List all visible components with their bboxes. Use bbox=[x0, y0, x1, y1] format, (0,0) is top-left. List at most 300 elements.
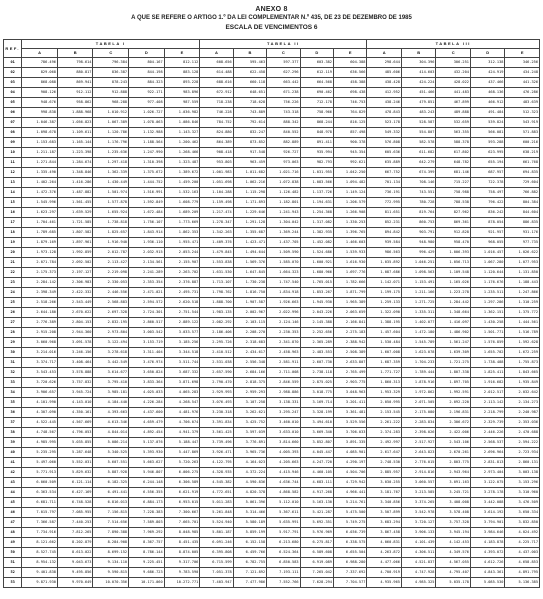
column-header-row bbox=[4, 49, 540, 58]
salary-cell: 1.126.482 bbox=[267, 188, 300, 198]
salary-cell: 491.484 bbox=[470, 108, 505, 118]
salary-cell: 2.153.545 bbox=[367, 408, 402, 418]
salary-cell: 796.422 bbox=[470, 198, 505, 208]
salary-cell: 5.235.295 bbox=[22, 448, 58, 458]
salary-cell: 766.882 bbox=[505, 188, 540, 198]
table-row bbox=[4, 278, 540, 288]
salary-cell: 4.747.928 bbox=[401, 568, 436, 578]
salary-cell: 4.796.053 bbox=[57, 428, 93, 438]
salary-cell: 9.970.649 bbox=[57, 578, 93, 588]
salary-cell: 2.765.499 bbox=[333, 368, 366, 378]
salary-cell: 816.125 bbox=[333, 118, 366, 128]
salary-cell: 9.225.451 bbox=[129, 558, 165, 568]
salary-cell: 2.543.106 bbox=[436, 438, 471, 448]
salary-cell: 1.083.566 bbox=[300, 178, 333, 188]
salary-cell: 1.545.996 bbox=[22, 198, 58, 208]
salary-cell: 718.238 bbox=[200, 98, 233, 108]
salary-cell: 1.798.762 bbox=[200, 288, 233, 298]
salary-cell: 1.687.359 bbox=[367, 358, 402, 368]
salary-cell: 1.297.418 bbox=[93, 158, 129, 168]
salary-cell: 8.048.985 bbox=[164, 528, 200, 538]
document-title: A QUE SE REFERE O ARTIGO 1.º DA LEI COMPLEMENTAR N.º 435, DE 23 DE DEZEMBRO DE 1985 bbox=[131, 15, 412, 21]
salary-cell: 1.713.107 bbox=[200, 278, 233, 288]
salary-cell: 4.891.795 bbox=[505, 568, 540, 578]
salary-cell: 1.153.683 bbox=[22, 138, 58, 148]
salary-cell: 1.459.200 bbox=[164, 178, 200, 188]
salary-cell: 1.704.461 bbox=[22, 218, 58, 228]
salary-cell: 1.664.323 bbox=[267, 268, 300, 278]
salary-cell: 3.295.247 bbox=[267, 408, 300, 418]
table-row bbox=[4, 568, 540, 578]
salary-cell: 2.903.775 bbox=[333, 378, 366, 388]
salary-cell: 549.332 bbox=[367, 128, 402, 138]
salary-cell: 968.055 bbox=[470, 238, 505, 248]
salary-cell: 4.164.023 bbox=[233, 458, 266, 468]
salary-cell: 664.568 bbox=[300, 78, 333, 88]
salary-cell: 563.355 bbox=[436, 128, 471, 138]
salary-cell: 8.284.908 bbox=[93, 538, 129, 548]
salary-cell: 1.871.799 bbox=[333, 288, 366, 298]
salary-cell: 7.665.701 bbox=[164, 518, 200, 528]
table-row bbox=[4, 158, 540, 168]
salary-cell: 1.402.264 bbox=[22, 178, 58, 188]
table-row bbox=[4, 388, 540, 398]
salary-cell: 414.603 bbox=[401, 68, 436, 78]
salary-cell: 5.497.060 bbox=[22, 458, 58, 468]
salary-cell: 6.395.808 bbox=[200, 548, 233, 558]
salary-cell: 478.843 bbox=[367, 108, 402, 118]
salary-cell: 4.612.726 bbox=[470, 558, 505, 568]
ref-cell: 38 bbox=[4, 428, 22, 438]
salary-cell: 346.256 bbox=[505, 58, 540, 68]
salary-cell: 10.070.356 bbox=[93, 578, 129, 588]
salary-cell: 1.031.955 bbox=[300, 168, 333, 178]
salary-cell: 3.340.856 bbox=[367, 498, 402, 508]
salary-cell: 824.880 bbox=[200, 128, 233, 138]
salary-cell: 2.155.907 bbox=[164, 258, 200, 268]
salary-cell: 4.567.055 bbox=[436, 558, 471, 568]
salary-cell: 1.335.490 bbox=[22, 168, 58, 178]
ref-cell: 51 bbox=[4, 558, 22, 568]
ref-cell: 29 bbox=[4, 338, 22, 348]
salary-cell: 7.628.294 bbox=[300, 578, 333, 588]
salary-cell: 5.749.275 bbox=[333, 518, 366, 528]
salary-cell: 4.683.111 bbox=[300, 478, 333, 488]
salary-cell: 7.085.955 bbox=[57, 508, 93, 518]
column-header: A bbox=[367, 49, 402, 58]
salary-cell: 6.919.089 bbox=[300, 558, 333, 568]
salary-cell: 2.832.195 bbox=[93, 318, 129, 328]
salary-cell: 4.306.511 bbox=[401, 548, 436, 558]
salary-cell: 2.915.208 bbox=[22, 328, 58, 338]
salary-cell: 4.247.720 bbox=[300, 458, 333, 468]
salary-cell: 3.965.736 bbox=[233, 448, 266, 458]
salary-cell: 1.317.082 bbox=[300, 218, 333, 228]
salary-cell: 3.578.888 bbox=[57, 368, 93, 378]
salary-cell: 1.509.590 bbox=[267, 248, 300, 258]
ref-cell: 36 bbox=[4, 408, 22, 418]
salary-cell: 3.374.717 bbox=[22, 358, 58, 368]
salary-cell: 827.962 bbox=[436, 208, 471, 218]
salary-cell: 2.738.118 bbox=[300, 368, 333, 378]
salary-cell: 479.851 bbox=[401, 98, 436, 108]
ref-cell: 10 bbox=[4, 148, 22, 158]
salary-cell: 1.771.727 bbox=[367, 368, 402, 378]
salary-cell: 1.375.772 bbox=[505, 308, 540, 318]
salary-cell: 2.218.799 bbox=[470, 408, 505, 418]
salary-cell: 2.973.804 bbox=[93, 328, 129, 338]
salary-cell: 1.335.311 bbox=[401, 308, 436, 318]
salary-cell: 4.567.669 bbox=[57, 418, 93, 428]
ref-cell: 35 bbox=[4, 398, 22, 408]
salary-cell: 973.063 bbox=[267, 158, 300, 168]
ref-cell: 48 bbox=[4, 528, 22, 538]
salary-cell: 2.568.883 bbox=[93, 298, 129, 308]
table-row bbox=[4, 78, 540, 88]
salary-cell: 4.393.072 bbox=[470, 548, 505, 558]
salary-cell: 983.896 bbox=[164, 88, 200, 98]
salary-cell: 1.322.090 bbox=[367, 308, 402, 318]
salary-cell: 2.263.702 bbox=[164, 268, 200, 278]
salary-cell: 1.897.961 bbox=[57, 238, 93, 248]
salary-cell: 1.026.727 bbox=[129, 108, 165, 118]
salary-cell: 6.524.364 bbox=[267, 548, 300, 558]
salary-cell: 882.889 bbox=[267, 138, 300, 148]
salary-cell: 5.607.551 bbox=[93, 458, 129, 468]
salary-cell: 844.604 bbox=[505, 208, 540, 218]
salary-cell: 451.466 bbox=[401, 88, 436, 98]
salary-cell: 6.556.355 bbox=[129, 488, 165, 498]
ref-cell: 11 bbox=[4, 158, 22, 168]
salary-cell: 3.278.178 bbox=[470, 488, 505, 498]
ref-cell: 07 bbox=[4, 118, 22, 128]
salary-cell: 2.790.470 bbox=[200, 378, 233, 388]
salary-cell: 1.259.133 bbox=[367, 298, 402, 308]
salary-cell: 796.384 bbox=[93, 58, 129, 68]
salary-cell: 4.477.066 bbox=[367, 558, 402, 568]
salary-cell: 1.137.726 bbox=[300, 188, 333, 198]
salary-cell: 931.176 bbox=[505, 228, 540, 238]
table-row bbox=[4, 208, 540, 218]
salary-cell: 6.182.325 bbox=[93, 478, 129, 488]
salary-cell: 6.036.739 bbox=[333, 528, 366, 538]
salary-cell: 746.228 bbox=[200, 108, 233, 118]
table-row bbox=[4, 108, 540, 118]
salary-cell: 1.143.327 bbox=[164, 128, 200, 138]
salary-cell: 2.002.967 bbox=[233, 308, 266, 318]
salary-cell: 604.388 bbox=[333, 58, 366, 68]
salary-cell: 566.081 bbox=[470, 128, 505, 138]
salary-cell: 312.138 bbox=[470, 58, 505, 68]
salary-cell: 3.003.138 bbox=[505, 468, 540, 478]
salary-cell: 3.278.618 bbox=[93, 348, 129, 358]
column-header: B bbox=[57, 49, 93, 58]
salary-cell: 2.517.927 bbox=[401, 438, 436, 448]
salary-cell: 663.442 bbox=[267, 78, 300, 88]
salary-cell: 3.578.408 bbox=[436, 508, 471, 518]
table-row bbox=[4, 418, 540, 428]
salary-cell: 424.224 bbox=[401, 78, 436, 88]
salary-cell: 1.965.389 bbox=[333, 298, 366, 308]
salary-cell: 467.899 bbox=[436, 98, 471, 108]
salary-cell: 1.132.988 bbox=[129, 128, 165, 138]
salary-cell: 2.657.590 bbox=[200, 368, 233, 378]
salary-cell: 4.729.942 bbox=[333, 478, 366, 488]
salary-cell: 2.365.289 bbox=[300, 338, 333, 348]
salary-cell: 543.919 bbox=[505, 118, 540, 128]
ref-cell: 16 bbox=[4, 208, 22, 218]
salary-cell: 5.946.807 bbox=[129, 468, 165, 478]
salary-cell: 2.776.015 bbox=[401, 458, 436, 468]
salary-cell: 1.200.462 bbox=[164, 138, 200, 148]
salary-cell: 1.284.442 bbox=[436, 298, 471, 308]
salary-cell: 3.076.493 bbox=[200, 398, 233, 408]
salary-cell: 5.663.627 bbox=[129, 458, 165, 468]
salary-cell: 1.051.698 bbox=[200, 178, 233, 188]
ref-cell: 26 bbox=[4, 308, 22, 318]
salary-cell: 1.577.878 bbox=[93, 198, 129, 208]
table-row bbox=[4, 398, 540, 408]
salary-cell: 1.607.008 bbox=[367, 348, 402, 358]
salary-cell: 1.355.687 bbox=[233, 228, 266, 238]
salary-cell: 912.828 bbox=[436, 228, 471, 238]
salary-cell: 4.659.479 bbox=[129, 418, 165, 428]
salary-cell: 1.016.457 bbox=[470, 248, 505, 258]
table-row bbox=[4, 358, 540, 368]
salary-cell: 672.912 bbox=[200, 88, 233, 98]
salary-cell: 9.043.673 bbox=[57, 558, 93, 568]
salary-cell: 1.042.250 bbox=[333, 168, 366, 178]
salary-cell: 1.304.042 bbox=[267, 218, 300, 228]
salary-cell: 1.142.071 bbox=[367, 278, 402, 288]
salary-cell: 4.795.407 bbox=[436, 568, 471, 578]
salary-cell: 2.422.332 bbox=[57, 288, 93, 298]
salary-cell: 1.765.015 bbox=[300, 278, 333, 288]
salary-cell: 922.171 bbox=[129, 88, 165, 98]
salary-cell: 595.463 bbox=[233, 58, 266, 68]
salary-cell: 968.288 bbox=[93, 98, 129, 108]
salary-cell: 6.621.919 bbox=[164, 488, 200, 498]
salary-cell: 6.306.589 bbox=[164, 478, 200, 488]
salary-cell: 3.906.133 bbox=[401, 528, 436, 538]
salary-cell: 5.801.187 bbox=[200, 528, 233, 538]
salary-cell: 9.783.590 bbox=[164, 568, 200, 578]
salary-cell: 6.953.015 bbox=[164, 498, 200, 508]
salary-cell: 9.590.815 bbox=[93, 568, 129, 578]
salary-cell: 2.196.831 bbox=[436, 408, 471, 418]
salary-cell: 2.643.823 bbox=[401, 448, 436, 458]
ref-cell: 01 bbox=[4, 58, 22, 68]
salary-cell: 4.263.872 bbox=[367, 548, 402, 558]
salary-cell: 2.329.739 bbox=[470, 418, 505, 428]
salary-cell: 4.183.878 bbox=[470, 538, 505, 548]
salary-cell: 5.035.855 bbox=[57, 438, 93, 448]
table-row bbox=[4, 478, 540, 488]
table-row bbox=[4, 178, 540, 188]
salary-cell: 2.885.957 bbox=[367, 468, 402, 478]
salary-cell: 2.050.995 bbox=[367, 398, 402, 408]
salary-cell: 884.323 bbox=[129, 78, 165, 88]
table-row bbox=[4, 288, 540, 298]
salary-cell: 1.747.540 bbox=[267, 278, 300, 288]
salary-cell: 935.994 bbox=[300, 148, 333, 158]
salary-cell: 6.121.114 bbox=[57, 478, 93, 488]
salary-cell: 2.318.683 bbox=[233, 338, 266, 348]
salary-cell: 1.078.063 bbox=[129, 118, 165, 128]
salary-cell: 2.284.142 bbox=[22, 278, 58, 288]
salary-cell: 4.941.379 bbox=[164, 428, 200, 438]
salary-cell: 3.018.775 bbox=[300, 388, 333, 398]
salary-cell: 2.943.964 bbox=[436, 468, 471, 478]
salary-cell: 3.906.657 bbox=[22, 388, 58, 398]
salary-cell: 1.423.471 bbox=[233, 238, 266, 248]
salary-cell: 1.825.657 bbox=[93, 228, 129, 238]
salary-cell: 3.060.968 bbox=[22, 338, 58, 348]
salary-cell: 7.015.797 bbox=[22, 508, 58, 518]
salary-cell: 1.217.474 bbox=[200, 208, 233, 218]
salary-cell: 5.887.928 bbox=[93, 468, 129, 478]
salary-cell: 5.859.199 bbox=[233, 528, 266, 538]
salary-cell: 2.134.561 bbox=[129, 258, 165, 268]
ref-cell: 19 bbox=[4, 238, 22, 248]
salary-cell: 1.816.750 bbox=[233, 288, 266, 298]
salary-cell: 6.884.173 bbox=[129, 498, 165, 508]
salary-cell: 3.650.334 bbox=[505, 508, 540, 518]
document-subtitle: ESCALA DE VENCIMENTOS 6 bbox=[225, 24, 318, 31]
salary-cell: 2.633.807 bbox=[333, 358, 366, 368]
salary-cell: 1.072.838 bbox=[267, 178, 300, 188]
salary-cell: 7.366.587 bbox=[22, 518, 58, 528]
salary-cell: 1.452.082 bbox=[300, 238, 333, 248]
salary-cell: 1.271.725 bbox=[401, 298, 436, 308]
salary-cell: 2.261.222 bbox=[367, 418, 402, 428]
table-row bbox=[4, 258, 540, 268]
table-row bbox=[4, 88, 540, 98]
salary-cell: 523.178 bbox=[367, 118, 402, 128]
salary-cell: 1.375.672 bbox=[129, 168, 165, 178]
salary-cell: 1.639.309 bbox=[436, 348, 471, 358]
salary-cell: 2.973.404 bbox=[470, 468, 505, 478]
salary-cell: 1.623.297 bbox=[22, 208, 58, 218]
salary-cell: 424.919 bbox=[470, 68, 505, 78]
salary-cell: 1.853.267 bbox=[300, 288, 333, 298]
salary-cell: 9.871.930 bbox=[22, 578, 58, 588]
salary-cell: 4.844.014 bbox=[93, 428, 129, 438]
ref-cell: 18 bbox=[4, 228, 22, 238]
salary-cell: 3.794.901 bbox=[470, 518, 505, 528]
salary-cell: 4.820.378 bbox=[233, 488, 266, 498]
salary-cell: 7.121.892 bbox=[233, 568, 266, 578]
salary-cell: 848.978 bbox=[300, 128, 333, 138]
salary-cell: 635.889 bbox=[367, 158, 402, 168]
salary-cell: 5.917.791 bbox=[267, 528, 300, 538]
salary-cell: 3.476.509 bbox=[505, 498, 540, 508]
salary-cell: 1.647.845 bbox=[233, 268, 266, 278]
column-header: A bbox=[22, 49, 58, 58]
salary-cell: 6.275.817 bbox=[300, 538, 333, 548]
salary-cell: 3.476.974 bbox=[129, 358, 165, 368]
salary-cell: 4.985.995 bbox=[22, 438, 58, 448]
salary-cell: 1.310.398 bbox=[129, 158, 165, 168]
salary-cell: 1.916.682 bbox=[470, 378, 505, 388]
salary-cell: 10.171.060 bbox=[129, 578, 165, 588]
salary-cell: 5.447.869 bbox=[164, 448, 200, 458]
ref-cell: 44 bbox=[4, 488, 22, 498]
salary-cell: 483.639 bbox=[505, 98, 540, 108]
salary-cell: 5.367.611 bbox=[267, 508, 300, 518]
salary-cell: 1.241.943 bbox=[267, 208, 300, 218]
salary-cell: 3.542.978 bbox=[401, 508, 436, 518]
salary-cell: 3.201.411 bbox=[333, 398, 366, 408]
salary-cell: 6.782.755 bbox=[233, 558, 266, 568]
salary-cell: 908.126 bbox=[22, 88, 58, 98]
salary-cell: 5.552.031 bbox=[57, 458, 93, 468]
salary-cell: 608.656 bbox=[200, 58, 233, 68]
salary-cell: 3.720.626 bbox=[22, 378, 58, 388]
salary-cell: 1.323.487 bbox=[164, 158, 200, 168]
salary-cell: 638.219 bbox=[505, 148, 540, 158]
salary-cell: 1.592.628 bbox=[505, 338, 540, 348]
salary-cell: 3.185.256 bbox=[164, 338, 200, 348]
salary-cell: 878.243 bbox=[93, 78, 129, 88]
salary-cell: 1.487.882 bbox=[57, 188, 93, 198]
group-header-tabela-1: TABELA I bbox=[22, 40, 200, 49]
table-row bbox=[4, 328, 540, 338]
table-row bbox=[4, 508, 540, 518]
salary-cell: 7.734.916 bbox=[22, 528, 58, 538]
salary-scale-sheet bbox=[3, 39, 540, 597]
salary-cell: 715.227 bbox=[436, 178, 471, 188]
salary-cell: 6.060.509 bbox=[22, 478, 58, 488]
salary-cell: 532.659 bbox=[436, 118, 471, 128]
salary-cell: 600.216 bbox=[505, 138, 540, 148]
salary-cell: 1.437.705 bbox=[267, 238, 300, 248]
salary-cell: 1.362.151 bbox=[470, 308, 505, 318]
salary-cell: 1.888.968 bbox=[57, 108, 93, 118]
salary-cell: 3.246.156 bbox=[57, 348, 93, 358]
salary-cell: 3.833.364 bbox=[129, 378, 165, 388]
salary-cell: 3.543.453 bbox=[22, 368, 58, 378]
table-row bbox=[4, 538, 540, 548]
salary-cell: 1.524.686 bbox=[300, 248, 333, 258]
salary-cell: 3.739.496 bbox=[200, 438, 233, 448]
salary-cell: 908.418 bbox=[200, 148, 233, 158]
salary-cell: 6.244.148 bbox=[129, 478, 165, 488]
salary-cell: 298.644 bbox=[367, 58, 402, 68]
table-row bbox=[4, 378, 540, 388]
salary-cell: 4.748.567 bbox=[22, 428, 58, 438]
salary-cell: 2.306.983 bbox=[57, 278, 93, 288]
salary-cell: 5.086.214 bbox=[93, 438, 129, 448]
salary-cell: 1.623.078 bbox=[401, 348, 436, 358]
salary-cell: 9.401.838 bbox=[22, 568, 58, 578]
salary-cell: 3.391.834 bbox=[200, 418, 233, 428]
salary-cell: 2.134.273 bbox=[505, 398, 540, 408]
salary-cell: 4.393.663 bbox=[93, 408, 129, 418]
salary-cell: 1.631.530 bbox=[200, 268, 233, 278]
ref-cell: 42 bbox=[4, 468, 22, 478]
salary-cell: 1.165.026 bbox=[436, 278, 471, 288]
salary-cell: 648.782 bbox=[436, 158, 471, 168]
salary-cell: 2.508.389 bbox=[333, 348, 366, 358]
salary-cell: 10.272.771 bbox=[164, 578, 200, 588]
salary-cell: 1.046.251 bbox=[401, 258, 436, 268]
salary-cell: 6.715.599 bbox=[200, 558, 233, 568]
salary-cell: 780.728 bbox=[401, 198, 436, 208]
salary-cell: 746.753 bbox=[333, 98, 366, 108]
salary-cell: 893.228 bbox=[164, 78, 200, 88]
salary-cell: 5.011.283 bbox=[200, 498, 233, 508]
